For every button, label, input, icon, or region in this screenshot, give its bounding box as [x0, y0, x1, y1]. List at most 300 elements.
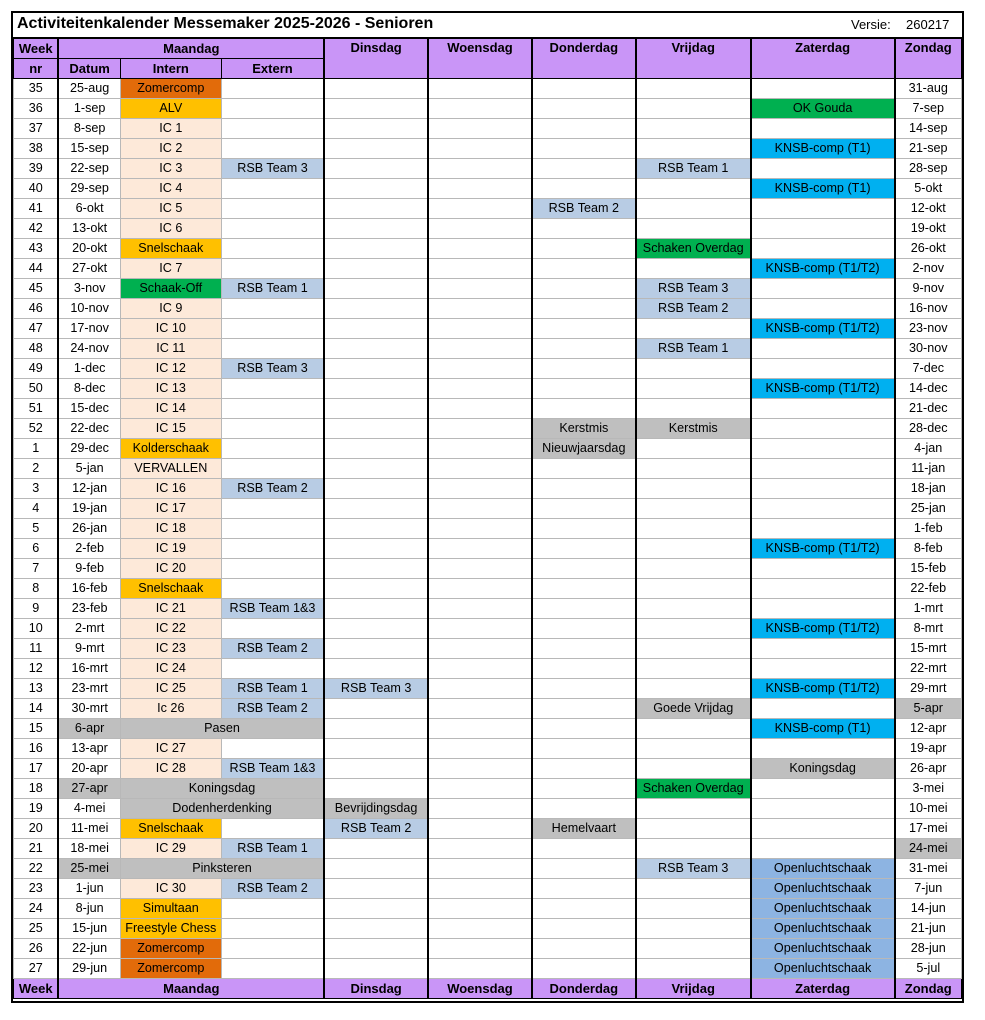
header-vrijdag: Vrijdag — [636, 39, 751, 79]
saturday-cell — [751, 799, 895, 819]
week-row — [14, 859, 962, 879]
monday-date-cell: 25-mei — [58, 859, 120, 879]
monday-extern-cell: RSB Team 1 — [221, 679, 324, 699]
monday-intern-cell: IC 19 — [120, 539, 221, 559]
tuesday-cell — [324, 279, 428, 299]
friday-cell — [636, 959, 751, 979]
week-row — [14, 539, 962, 559]
week-row — [14, 479, 962, 499]
week-number-cell: 51 — [14, 399, 59, 419]
week-row — [14, 379, 962, 399]
header-row-1 — [14, 39, 962, 59]
week-row — [14, 959, 962, 979]
week-number-cell: 48 — [14, 339, 59, 359]
week-row — [14, 359, 962, 379]
friday-cell: RSB Team 1 — [636, 159, 751, 179]
week-row — [14, 659, 962, 679]
monday-intern-cell: IC 15 — [120, 419, 221, 439]
saturday-cell — [751, 839, 895, 859]
footer-dinsdag: Dinsdag — [324, 979, 428, 999]
friday-cell: RSB Team 3 — [636, 859, 751, 879]
thursday-cell — [532, 159, 636, 179]
wednesday-cell — [428, 499, 532, 519]
monday-extern-cell: RSB Team 1&3 — [221, 759, 324, 779]
week-number-cell: 46 — [14, 299, 59, 319]
monday-extern-cell — [221, 459, 324, 479]
friday-cell — [636, 439, 751, 459]
monday-date-cell: 17-nov — [58, 319, 120, 339]
week-row — [14, 739, 962, 759]
monday-date-cell: 5-jan — [58, 459, 120, 479]
week-row — [14, 299, 962, 319]
week-number-cell: 22 — [14, 859, 59, 879]
week-number-cell: 17 — [14, 759, 59, 779]
sunday-date-cell: 7-dec — [895, 359, 962, 379]
thursday-cell — [532, 739, 636, 759]
wednesday-cell — [428, 739, 532, 759]
monday-date-cell: 25-aug — [58, 79, 120, 99]
calendar-sheet — [11, 11, 964, 1003]
footer-maandag: Maandag — [58, 979, 324, 999]
monday-intern-cell: IC 30 — [120, 879, 221, 899]
tuesday-cell: Bevrijdingsdag — [324, 799, 428, 819]
week-row — [14, 679, 962, 699]
tuesday-cell — [324, 179, 428, 199]
week-row — [14, 799, 962, 819]
thursday-cell — [532, 399, 636, 419]
week-number-cell: 20 — [14, 819, 59, 839]
wednesday-cell — [428, 699, 532, 719]
week-number-cell: 15 — [14, 719, 59, 739]
tuesday-cell — [324, 239, 428, 259]
sunday-date-cell: 9-nov — [895, 279, 962, 299]
monday-date-cell: 15-jun — [58, 919, 120, 939]
tuesday-cell — [324, 779, 428, 799]
footer-donderdag: Donderdag — [532, 979, 636, 999]
monday-date-cell: 29-sep — [58, 179, 120, 199]
tuesday-cell — [324, 499, 428, 519]
tuesday-cell — [324, 619, 428, 639]
monday-intern-cell: IC 3 — [120, 159, 221, 179]
saturday-cell — [751, 699, 895, 719]
tuesday-cell — [324, 99, 428, 119]
thursday-cell — [532, 959, 636, 979]
monday-intern-cell: IC 28 — [120, 759, 221, 779]
week-row — [14, 139, 962, 159]
wednesday-cell — [428, 299, 532, 319]
sunday-date-cell: 22-feb — [895, 579, 962, 599]
friday-cell: RSB Team 2 — [636, 299, 751, 319]
thursday-cell — [532, 879, 636, 899]
saturday-cell: Koningsdag — [751, 759, 895, 779]
tuesday-cell — [324, 659, 428, 679]
monday-extern-cell — [221, 379, 324, 399]
tuesday-cell — [324, 319, 428, 339]
thursday-cell — [532, 639, 636, 659]
sunday-date-cell: 15-mrt — [895, 639, 962, 659]
header-extern: Extern — [221, 59, 324, 79]
sunday-date-cell: 18-jan — [895, 479, 962, 499]
week-number-cell: 45 — [14, 279, 59, 299]
monday-intern-cell: IC 10 — [120, 319, 221, 339]
week-row — [14, 259, 962, 279]
calendar-body — [14, 79, 962, 979]
week-number-cell: 8 — [14, 579, 59, 599]
friday-cell: RSB Team 1 — [636, 339, 751, 359]
week-number-cell: 36 — [14, 99, 59, 119]
thursday-cell — [532, 599, 636, 619]
monday-extern-cell — [221, 499, 324, 519]
week-row — [14, 779, 962, 799]
week-number-cell: 21 — [14, 839, 59, 859]
wednesday-cell — [428, 959, 532, 979]
tuesday-cell — [324, 379, 428, 399]
tuesday-cell — [324, 299, 428, 319]
week-number-cell: 3 — [14, 479, 59, 499]
sunday-date-cell: 22-mrt — [895, 659, 962, 679]
saturday-cell — [751, 479, 895, 499]
monday-extern-cell: RSB Team 2 — [221, 699, 324, 719]
monday-date-cell: 2-feb — [58, 539, 120, 559]
wednesday-cell — [428, 479, 532, 499]
monday-date-cell: 8-dec — [58, 379, 120, 399]
monday-intern-cell: IC 9 — [120, 299, 221, 319]
week-row — [14, 199, 962, 219]
monday-intern-cell: IC 5 — [120, 199, 221, 219]
sunday-date-cell: 23-nov — [895, 319, 962, 339]
footer-week: Week — [14, 979, 59, 999]
saturday-cell — [751, 219, 895, 239]
saturday-cell — [751, 579, 895, 599]
wednesday-cell — [428, 899, 532, 919]
tuesday-cell: RSB Team 3 — [324, 679, 428, 699]
monday-holiday-cell: Dodenherdenking — [120, 799, 324, 819]
wednesday-cell — [428, 439, 532, 459]
thursday-cell: Kerstmis — [532, 419, 636, 439]
tuesday-cell — [324, 539, 428, 559]
week-number-cell: 10 — [14, 619, 59, 639]
tuesday-cell — [324, 739, 428, 759]
thursday-cell — [532, 119, 636, 139]
friday-cell — [636, 399, 751, 419]
monday-intern-cell: IC 21 — [120, 599, 221, 619]
wednesday-cell — [428, 399, 532, 419]
monday-date-cell: 10-nov — [58, 299, 120, 319]
wednesday-cell — [428, 679, 532, 699]
tuesday-cell — [324, 559, 428, 579]
monday-extern-cell — [221, 259, 324, 279]
saturday-cell: KNSB-comp (T1) — [751, 719, 895, 739]
saturday-cell: KNSB-comp (T1) — [751, 139, 895, 159]
sunday-date-cell: 1-mrt — [895, 599, 962, 619]
thursday-cell — [532, 459, 636, 479]
friday-cell — [636, 199, 751, 219]
monday-date-cell: 13-okt — [58, 219, 120, 239]
monday-date-cell: 19-jan — [58, 499, 120, 519]
sunday-date-cell: 5-apr — [895, 699, 962, 719]
monday-extern-cell — [221, 339, 324, 359]
friday-cell — [636, 879, 751, 899]
monday-intern-cell: Zomercomp — [120, 959, 221, 979]
wednesday-cell — [428, 779, 532, 799]
tuesday-cell — [324, 599, 428, 619]
monday-intern-cell: IC 25 — [120, 679, 221, 699]
friday-cell — [636, 919, 751, 939]
wednesday-cell — [428, 219, 532, 239]
monday-extern-cell: RSB Team 2 — [221, 479, 324, 499]
thursday-cell: Nieuwjaarsdag — [532, 439, 636, 459]
monday-intern-cell: Snelschaak — [120, 579, 221, 599]
week-number-cell: 50 — [14, 379, 59, 399]
week-row — [14, 159, 962, 179]
thursday-cell — [532, 519, 636, 539]
wednesday-cell — [428, 879, 532, 899]
week-number-cell: 39 — [14, 159, 59, 179]
saturday-cell — [751, 359, 895, 379]
saturday-cell: Openluchtschaak — [751, 859, 895, 879]
tuesday-cell — [324, 919, 428, 939]
monday-date-cell: 15-dec — [58, 399, 120, 419]
week-number-cell: 41 — [14, 199, 59, 219]
thursday-cell — [532, 919, 636, 939]
wednesday-cell — [428, 339, 532, 359]
monday-extern-cell — [221, 79, 324, 99]
friday-cell — [636, 459, 751, 479]
monday-intern-cell: Kolderschaak — [120, 439, 221, 459]
wednesday-cell — [428, 939, 532, 959]
week-row — [14, 319, 962, 339]
friday-cell — [636, 819, 751, 839]
thursday-cell — [532, 299, 636, 319]
monday-date-cell: 30-mrt — [58, 699, 120, 719]
friday-cell — [636, 99, 751, 119]
week-number-cell: 27 — [14, 959, 59, 979]
friday-cell — [636, 139, 751, 159]
monday-extern-cell — [221, 119, 324, 139]
wednesday-cell — [428, 519, 532, 539]
sunday-date-cell: 12-okt — [895, 199, 962, 219]
monday-date-cell: 3-nov — [58, 279, 120, 299]
sunday-date-cell: 8-feb — [895, 539, 962, 559]
week-row — [14, 639, 962, 659]
friday-cell — [636, 499, 751, 519]
week-row — [14, 699, 962, 719]
sunday-date-cell: 7-jun — [895, 879, 962, 899]
monday-extern-cell — [221, 299, 324, 319]
thursday-cell — [532, 359, 636, 379]
thursday-cell — [532, 379, 636, 399]
thursday-cell — [532, 139, 636, 159]
saturday-cell — [751, 159, 895, 179]
wednesday-cell — [428, 119, 532, 139]
monday-date-cell: 22-sep — [58, 159, 120, 179]
saturday-cell — [751, 739, 895, 759]
friday-cell — [636, 119, 751, 139]
wednesday-cell — [428, 719, 532, 739]
sunday-date-cell: 26-apr — [895, 759, 962, 779]
saturday-cell — [751, 559, 895, 579]
monday-date-cell: 2-mrt — [58, 619, 120, 639]
tuesday-cell — [324, 639, 428, 659]
wednesday-cell — [428, 319, 532, 339]
monday-extern-cell — [221, 959, 324, 979]
wednesday-cell — [428, 419, 532, 439]
header-intern: Intern — [120, 59, 221, 79]
friday-cell — [636, 679, 751, 699]
monday-extern-cell — [221, 659, 324, 679]
week-row — [14, 459, 962, 479]
tuesday-cell — [324, 899, 428, 919]
friday-cell — [636, 79, 751, 99]
monday-intern-cell: IC 27 — [120, 739, 221, 759]
sunday-date-cell: 31-mei — [895, 859, 962, 879]
header-zondag: Zondag — [895, 39, 962, 79]
sunday-date-cell: 3-mei — [895, 779, 962, 799]
friday-cell — [636, 619, 751, 639]
week-row — [14, 719, 962, 739]
week-number-cell: 18 — [14, 779, 59, 799]
monday-extern-cell — [221, 99, 324, 119]
footer-vrijdag: Vrijdag — [636, 979, 751, 999]
sunday-date-cell: 21-jun — [895, 919, 962, 939]
tuesday-cell — [324, 199, 428, 219]
friday-cell — [636, 319, 751, 339]
monday-date-cell: 1-sep — [58, 99, 120, 119]
monday-holiday-cell: Pinksteren — [120, 859, 324, 879]
week-row — [14, 419, 962, 439]
saturday-cell — [751, 639, 895, 659]
monday-extern-cell: RSB Team 1 — [221, 279, 324, 299]
friday-cell: Schaken Overdag — [636, 779, 751, 799]
week-number-cell: 35 — [14, 79, 59, 99]
week-number-cell: 37 — [14, 119, 59, 139]
wednesday-cell — [428, 359, 532, 379]
thursday-cell — [532, 499, 636, 519]
week-number-cell: 13 — [14, 679, 59, 699]
sunday-date-cell: 25-jan — [895, 499, 962, 519]
monday-extern-cell — [221, 939, 324, 959]
saturday-cell — [751, 659, 895, 679]
monday-extern-cell — [221, 399, 324, 419]
tuesday-cell — [324, 519, 428, 539]
friday-cell — [636, 759, 751, 779]
week-row — [14, 339, 962, 359]
friday-cell — [636, 219, 751, 239]
monday-intern-cell: IC 12 — [120, 359, 221, 379]
wednesday-cell — [428, 819, 532, 839]
header-datum: Datum — [58, 59, 120, 79]
thursday-cell — [532, 799, 636, 819]
saturday-cell — [751, 279, 895, 299]
week-row — [14, 939, 962, 959]
wednesday-cell — [428, 259, 532, 279]
footer-row — [14, 979, 962, 999]
monday-intern-cell: VERVALLEN — [120, 459, 221, 479]
thursday-cell — [532, 319, 636, 339]
week-row — [14, 399, 962, 419]
monday-intern-cell: Snelschaak — [120, 819, 221, 839]
sunday-date-cell: 1-feb — [895, 519, 962, 539]
saturday-cell: KNSB-comp (T1/T2) — [751, 539, 895, 559]
thursday-cell — [532, 939, 636, 959]
week-number-cell: 2 — [14, 459, 59, 479]
thursday-cell — [532, 839, 636, 859]
week-number-cell: 1 — [14, 439, 59, 459]
footer-zaterdag: Zaterdag — [751, 979, 895, 999]
saturday-cell: KNSB-comp (T1) — [751, 179, 895, 199]
week-number-cell: 19 — [14, 799, 59, 819]
week-number-cell: 26 — [14, 939, 59, 959]
week-number-cell: 40 — [14, 179, 59, 199]
monday-date-cell: 27-apr — [58, 779, 120, 799]
monday-intern-cell: Ic 26 — [120, 699, 221, 719]
friday-cell: Goede Vrijdag — [636, 699, 751, 719]
header-zaterdag: Zaterdag — [751, 39, 895, 79]
page-title: Activiteitenkalender Messemaker 2025-2026 - Senioren — [17, 15, 434, 32]
saturday-cell: KNSB-comp (T1/T2) — [751, 319, 895, 339]
wednesday-cell — [428, 139, 532, 159]
saturday-cell — [751, 339, 895, 359]
thursday-cell — [532, 259, 636, 279]
tuesday-cell — [324, 159, 428, 179]
week-row — [14, 579, 962, 599]
week-row — [14, 919, 962, 939]
sunday-date-cell: 7-sep — [895, 99, 962, 119]
saturday-cell: OK Gouda — [751, 99, 895, 119]
monday-date-cell: 22-dec — [58, 419, 120, 439]
wednesday-cell — [428, 579, 532, 599]
monday-intern-cell: IC 20 — [120, 559, 221, 579]
week-number-cell: 6 — [14, 539, 59, 559]
week-number-cell: 9 — [14, 599, 59, 619]
wednesday-cell — [428, 239, 532, 259]
thursday-cell — [532, 899, 636, 919]
friday-cell: RSB Team 3 — [636, 279, 751, 299]
week-number-cell: 49 — [14, 359, 59, 379]
monday-date-cell: 29-jun — [58, 959, 120, 979]
monday-intern-cell: Freestyle Chess — [120, 919, 221, 939]
tuesday-cell — [324, 879, 428, 899]
thursday-cell — [532, 559, 636, 579]
monday-intern-cell: IC 2 — [120, 139, 221, 159]
saturday-cell — [751, 399, 895, 419]
tuesday-cell — [324, 419, 428, 439]
week-row — [14, 819, 962, 839]
monday-intern-cell: IC 13 — [120, 379, 221, 399]
thursday-cell — [532, 79, 636, 99]
week-row — [14, 119, 962, 139]
sunday-date-cell: 14-dec — [895, 379, 962, 399]
monday-date-cell: 4-mei — [58, 799, 120, 819]
wednesday-cell — [428, 799, 532, 819]
sunday-date-cell: 28-sep — [895, 159, 962, 179]
header-nr: nr — [14, 59, 59, 79]
sunday-date-cell: 14-sep — [895, 119, 962, 139]
monday-date-cell: 8-sep — [58, 119, 120, 139]
monday-extern-cell: RSB Team 1 — [221, 839, 324, 859]
monday-extern-cell: RSB Team 2 — [221, 639, 324, 659]
thursday-cell — [532, 859, 636, 879]
header-maandag: Maandag — [58, 39, 324, 59]
monday-date-cell: 20-okt — [58, 239, 120, 259]
tuesday-cell — [324, 939, 428, 959]
sunday-date-cell: 28-jun — [895, 939, 962, 959]
sunday-date-cell: 19-okt — [895, 219, 962, 239]
tuesday-cell — [324, 759, 428, 779]
thursday-cell — [532, 719, 636, 739]
tuesday-cell — [324, 579, 428, 599]
monday-intern-cell: ALV — [120, 99, 221, 119]
